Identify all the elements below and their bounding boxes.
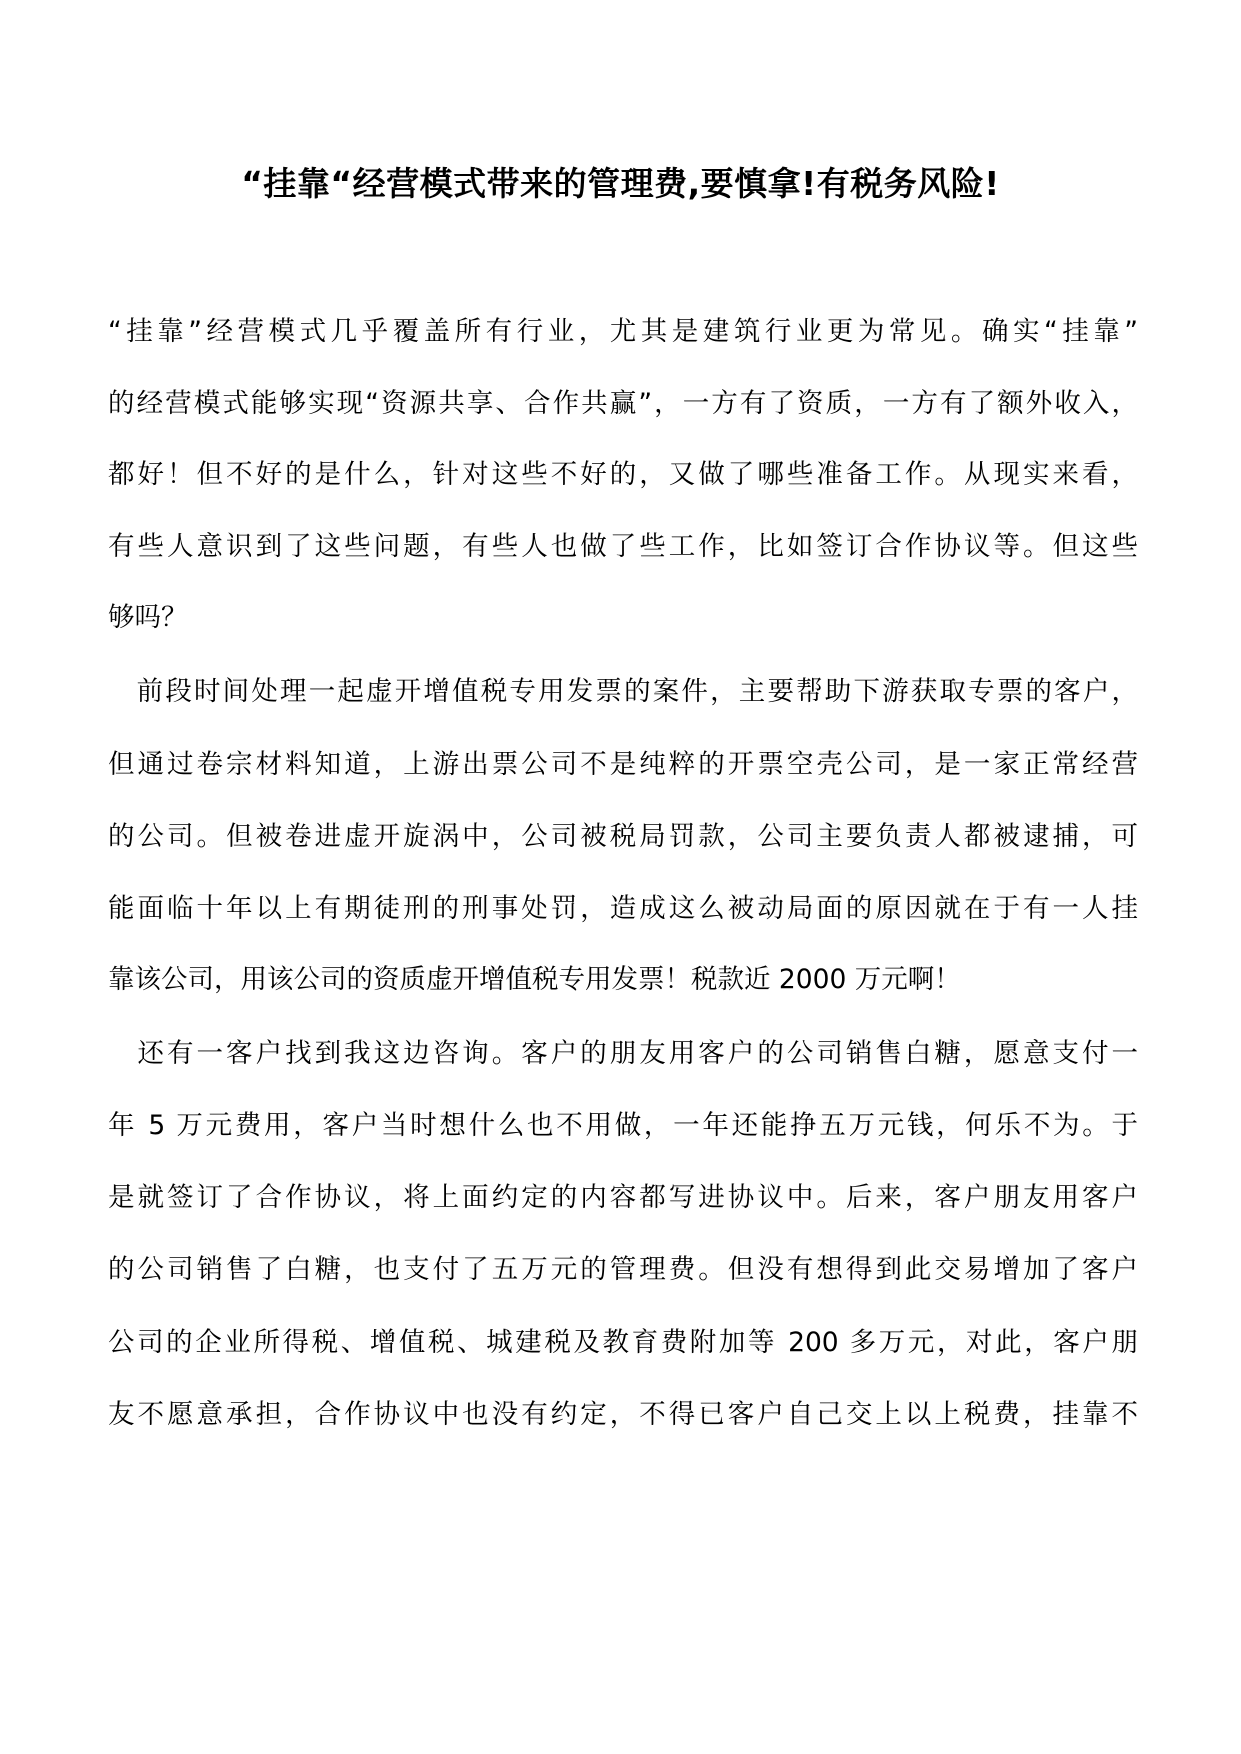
paragraph-1-line-3: 都好！但不好的是什么，针对这些不好的，又做了哪些准备工作。从现实来看， [108,459,1138,490]
paragraph-3-line-1: 还有一客户找到我这边咨询。客户的朋友用客户的公司销售白糖，愿意支付一 [108,1038,1138,1069]
document-title: “挂靠“经营模式带来的管理费,要慎拿!有税务风险! [241,164,1000,203]
paragraph-3-line-3: 是就签订了合作协议，将上面约定的内容都写进协议中。后来，客户朋友用客户 [108,1182,1138,1213]
paragraph-2-line-4: 能面临十年以上有期徒刑的刑事处罚，造成这么被动局面的原因就在于有一人挂 [108,893,1138,924]
paragraph-2-line-5: 靠该公司，用该公司的资质虚开增值税专用发票！税款近 2000 万元啊！ [108,964,961,995]
paragraph-2-line-3: 的公司。但被卷进虚开旋涡中，公司被税局罚款，公司主要负责人都被逮捕，可 [108,821,1138,852]
paragraph-1-line-4: 有些人意识到了这些问题，有些人也做了些工作，比如签订合作协议等。但这些 [108,531,1138,562]
paragraph-3-line-2: 年 5 万元费用，客户当时想什么也不用做，一年还能挣五万元钱，何乐不为。于 [108,1110,1138,1141]
paragraph-3-line-5: 公司的企业所得税、增值税、城建税及教育费附加等 200 多万元，对此，客户朋 [108,1327,1138,1358]
paragraph-2-line-2: 但通过卷宗材料知道，上游出票公司不是纯粹的开票空壳公司，是一家正常经营 [108,749,1138,780]
paragraph-1-line-5: 够吗？ [108,602,188,633]
paragraph-2-line-1: 前段时间处理一起虚开增值税专用发票的案件，主要帮助下游获取专票的客户， [108,676,1138,707]
paragraph-3-line-4: 的公司销售了白糖，也支付了五万元的管理费。但没有想得到此交易增加了客户 [108,1254,1138,1285]
paragraph-3-line-6: 友不愿意承担，合作协议中也没有约定，不得已客户自己交上以上税费，挂靠不 [108,1399,1138,1430]
paragraph-1-line-1: “挂靠”经营模式几乎覆盖所有行业，尤其是建筑行业更为常见。确实“挂靠” [108,316,1138,347]
paragraph-1-line-2: 的经营模式能够实现“资源共享、合作共赢”，一方有了资质，一方有了额外收入， [108,388,1138,419]
